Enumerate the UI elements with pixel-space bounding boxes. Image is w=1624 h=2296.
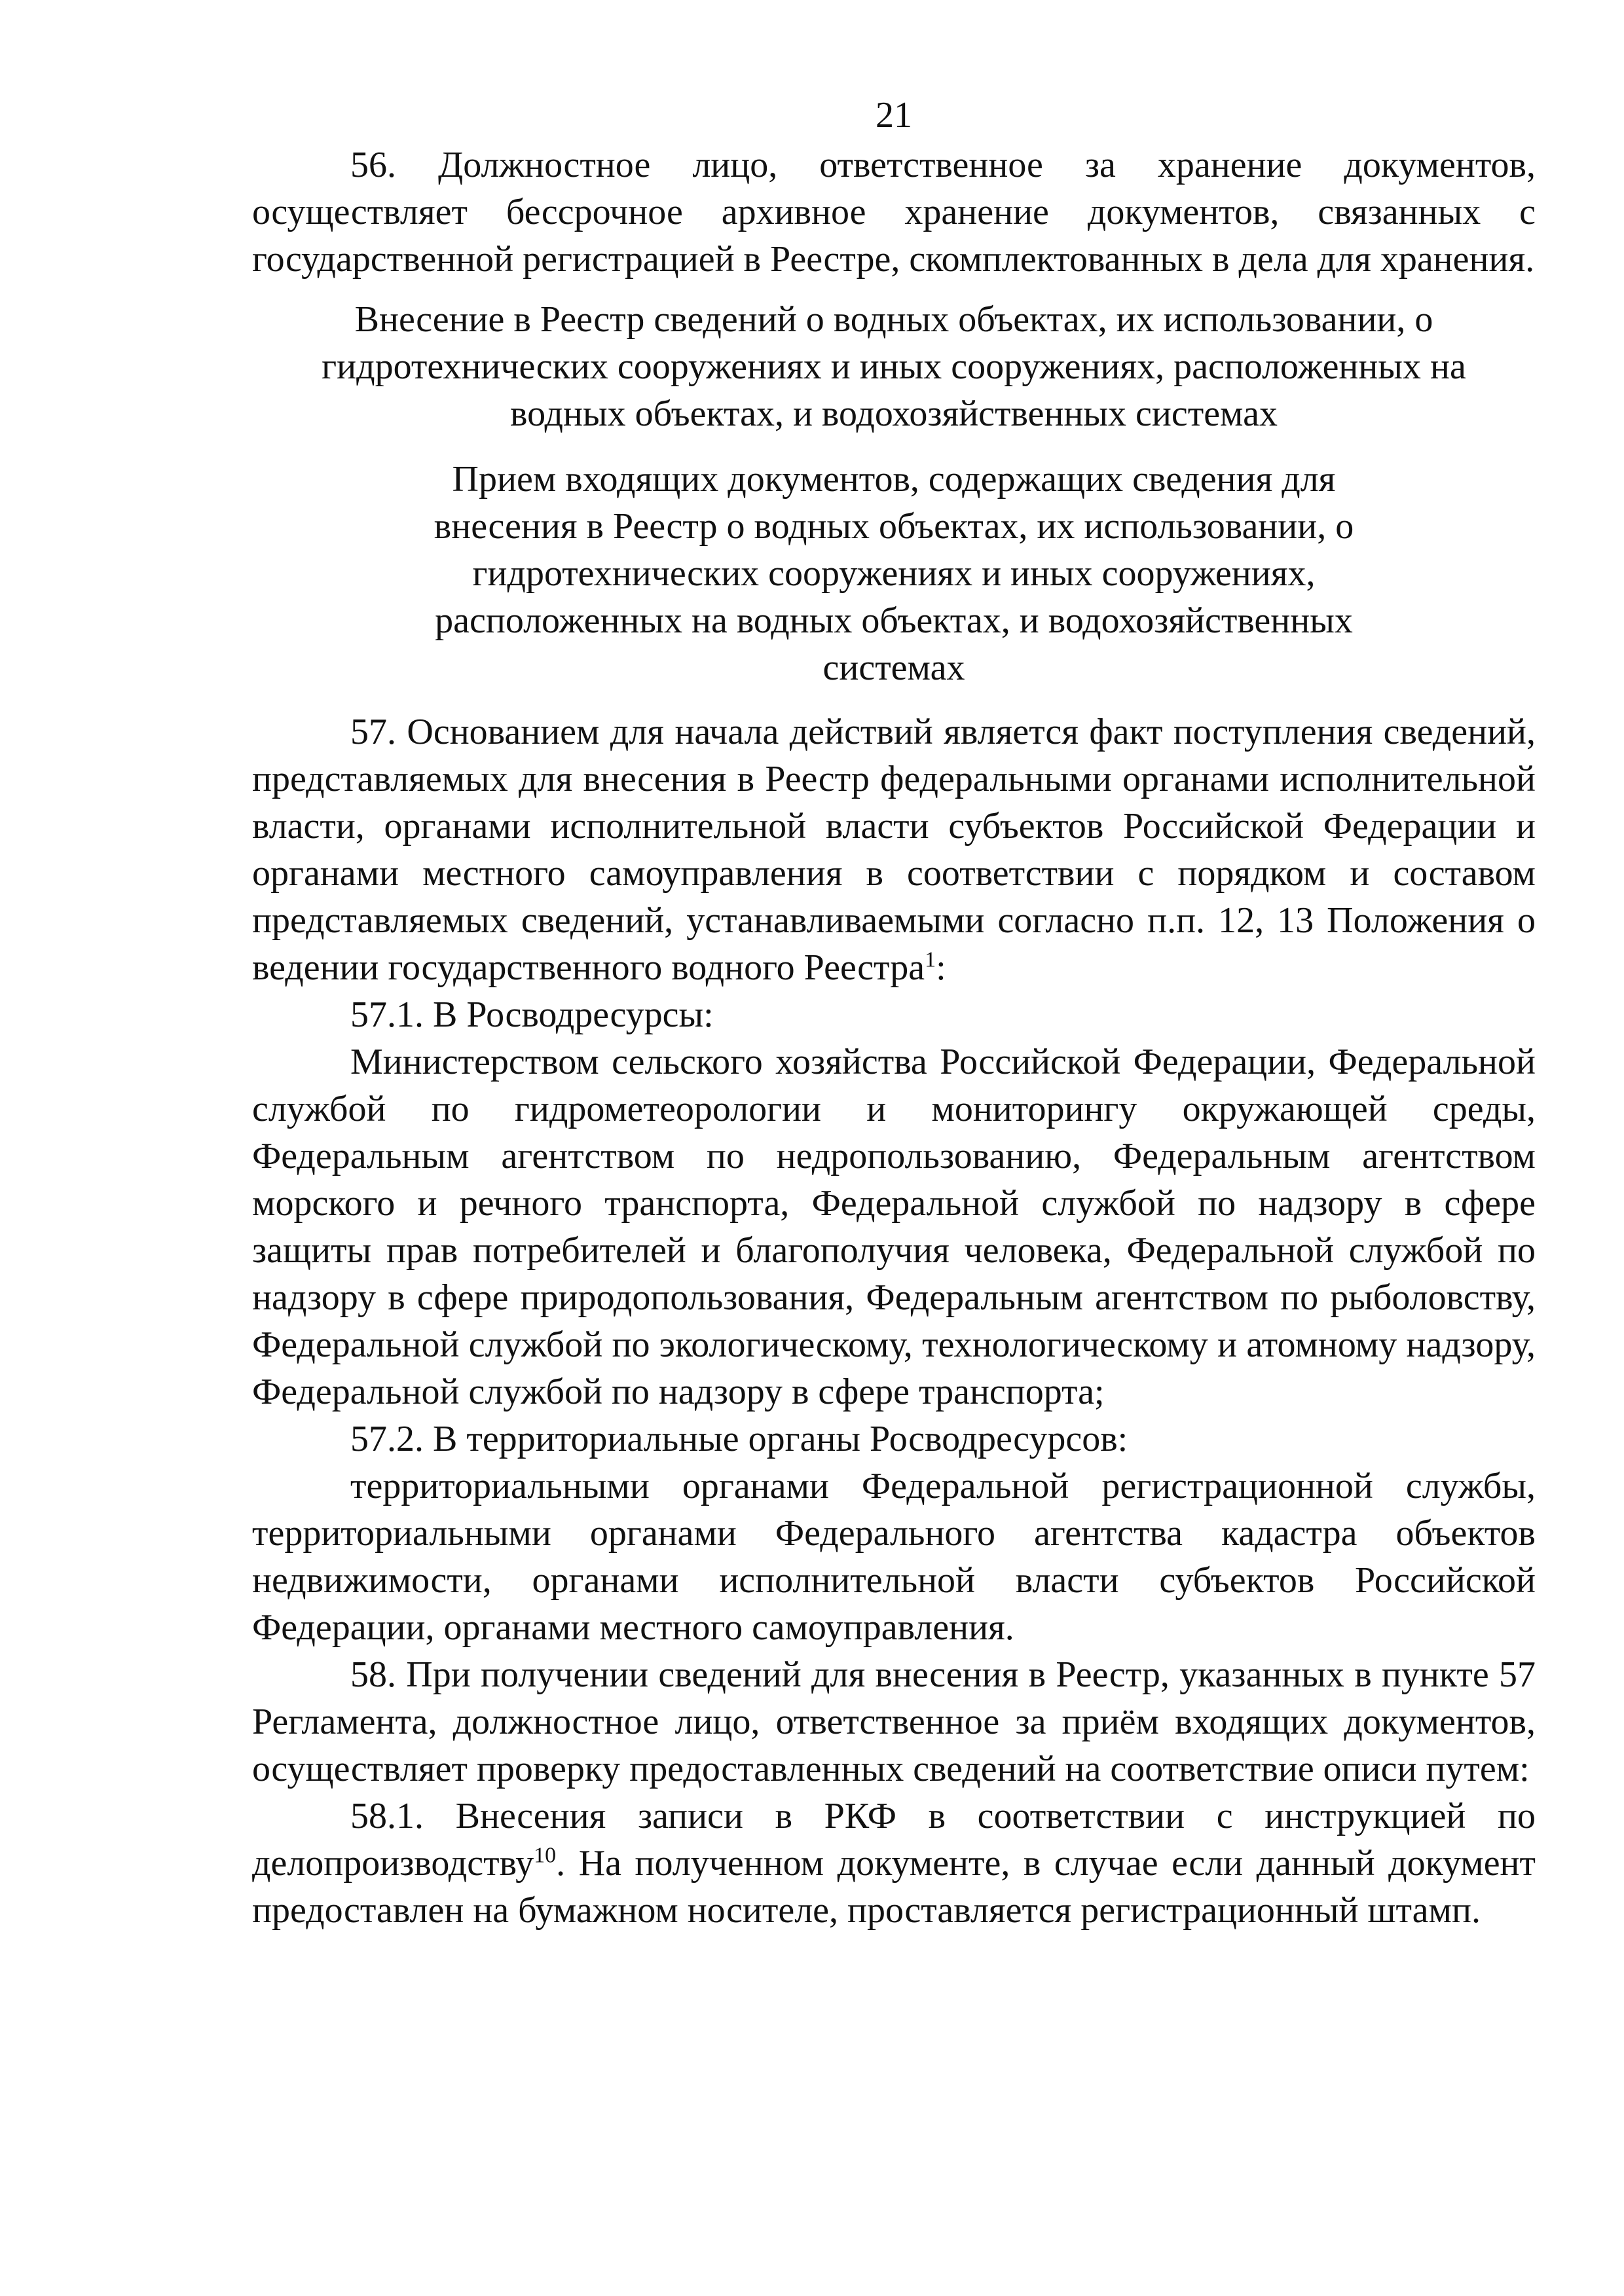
document-page	[252, 92, 1536, 1934]
paragraph-57	[252, 708, 1536, 991]
paragraph-57-2-body: территориальными органами Федеральной регистрационной службы, территориальными органами Федерального агентства кадастра объектов недвижимости, органами исполнительной власти субъектов Российской Федерации, органами местного самоуправления.	[252, 1466, 1536, 1648]
paragraph-58-1	[252, 1793, 1536, 1934]
footnote-ref-10: 10	[534, 1843, 557, 1868]
paragraph-57-text: 57. Основанием для начала действий является факт поступления сведений, представляемых для внесения в Реестр федеральными органами исполнительной власти, органами исполнительной власти субъектов Российской Федерации и органами местного самоуправления в соответствии с порядком и составом представляемых сведений, устанавливаемыми согласно п.п. 12, 13 Положения о ведении государственного водного Реестра	[252, 712, 1536, 988]
footnote-ref-1: 1	[925, 947, 936, 972]
paragraph-56: 56. Должностное лицо, ответственное за хранение документов, осуществляет бессрочное архивное хранение документов, связанных с государственной регистрацией в Реестре, скомплектованных в дела для хранения.	[252, 145, 1536, 280]
paragraph-57-1-body: Министерством сельского хозяйства Российской Федерации, Федеральной службой по гидрометеорологии и мониторингу окружающей среды, Федеральным агентством по недропользованию, Федеральным агентством морского и речного транспорта, Федеральной службой по надзору в сфере защиты прав потребителей и благополучия человека, Федеральной службой по надзору в сфере природопользования, Федеральным агентством по рыболовству, Федеральной службой по экологическому, технологическому и атомному надзору, Федеральной службой по надзору в сфере транспорта;	[252, 1042, 1536, 1412]
paragraph-58-1-tail: . На полученном документе, в случае если данный документ предоставлен на бумажном носителе, проставляется регистрационный штамп.	[252, 1843, 1536, 1931]
paragraph-57-2: 57.2. В территориальные органы Росводресурсов:	[350, 1419, 1128, 1459]
paragraph-57-1: 57.1. В Росводресурсы:	[350, 994, 714, 1035]
page-number: 21	[876, 95, 912, 136]
paragraph-57-tail: :	[936, 947, 946, 988]
paragraph-58-1-text: 58.1. Внесения записи в РКФ в соответствии с инструкцией по делопроизводству	[252, 1796, 1536, 1884]
subsection-heading: Прием входящих документов, содержащих сведения для внесения в Реестр о водных объектах, их использовании, о гидротехнических сооружениях и иных сооружениях, расположенных на водных объектах, и водохозяйственных системах	[434, 459, 1354, 688]
section-heading: Внесение в Реестр сведений о водных объектах, их использовании, о гидротехнических сооружениях и иных сооружениях, расположенных на водных объектах, и водохозяйственных системах	[322, 299, 1466, 434]
paragraph-58: 58. При получении сведений для внесения в Реестр, указанных в пункте 57 Регламента, должностное лицо, ответственное за приём входящих документов, осуществляет проверку предоставленных сведений на соответствие описи путем:	[252, 1654, 1536, 1789]
